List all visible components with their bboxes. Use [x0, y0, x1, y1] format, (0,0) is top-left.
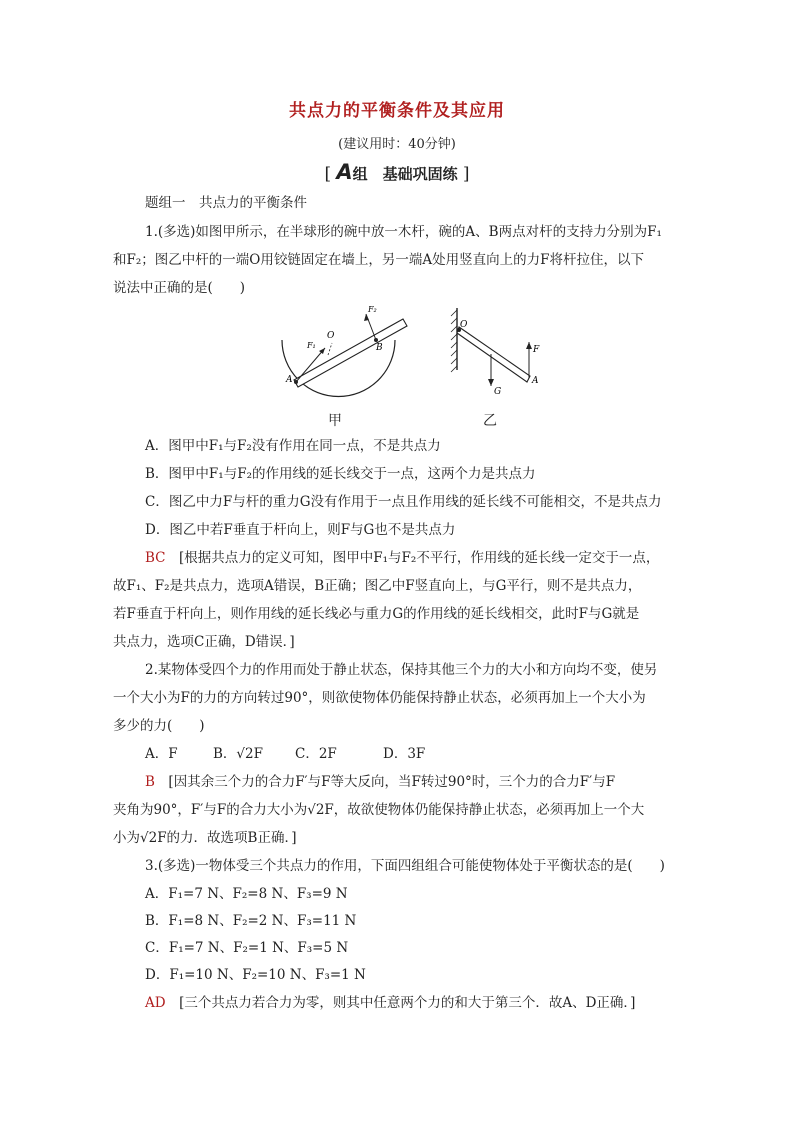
q2-stem-line-3: 多少的力( ): [113, 718, 205, 734]
q3-option-c: C．F₁=7 N、F₂=1 N、F₃=5 N: [145, 940, 349, 956]
arrow-f2-head: [364, 314, 369, 321]
arrow-g-head: [488, 379, 494, 386]
q1-option-b: B．图甲中F₁与F₂的作用线的延长线交于一点，这两个力是共点力: [145, 466, 536, 482]
page-title: 共点力的平衡条件及其应用: [289, 101, 505, 121]
q1-option-a: A．图甲中F₁与F₂没有作用在同一点，不是共点力: [145, 438, 441, 454]
q2-options: [145, 744, 725, 764]
q2-option-d: D．3F: [383, 746, 426, 762]
q1-analysis-line-2: 故F₁、F₂是共点力，选项A错误，B正确；图乙中F竖直向上，与G平行，则不是共点力，: [113, 578, 642, 594]
q3-option-d: D．F₁=10 N、F₂=10 N、F₃=1 N: [145, 967, 366, 983]
q1-stem-line-2: 和F₂；图乙中杆的一端O用铰链固定在墙上，另一端A处用竖直向上的力F将杆拉住，以下: [113, 252, 644, 268]
q3-answer-line: [145, 993, 725, 1013]
rod-jia: [294, 319, 407, 387]
group-heading: [0, 160, 794, 184]
q1-answer-key: BC: [145, 550, 166, 566]
wall-hatching: [451, 310, 457, 372]
q1-analysis-line-4: 共点力，选项C正确，D错误．]: [113, 634, 295, 650]
q1-option-c: C．图乙中力F与杆的重力G没有作用于一点且作用线的延长线不可能相交，不是共点力: [145, 494, 662, 510]
figure-yi: [451, 308, 540, 397]
q1-analysis-line-1: [根据共点力的定义可知，图甲中F₁与F₂不平行，作用线的延长线一定交于一点，: [179, 550, 660, 566]
label-o-jia: O: [327, 331, 335, 341]
figure-jia: [282, 305, 407, 397]
rod-yi: [457, 327, 530, 382]
q2-option-b: B．√2F: [213, 746, 263, 762]
q1-answer-line-1: [145, 548, 725, 568]
q1-option-d: D．图乙中若F垂直于杆向上，则F与G也不是共点力: [145, 522, 456, 538]
caption-yi: 乙: [483, 413, 497, 429]
group-title: 组 基础巩固练: [352, 165, 458, 183]
label-a-yi: A: [532, 376, 539, 386]
q2-stem-line-1: 2.某物体受四个力的作用而处于静止状态，保持其他三个力的大小和方向均不变，使另: [145, 662, 658, 678]
q2-answer-key: B: [145, 774, 155, 790]
q1-analysis-line-3: 若F垂直于杆向上，则作用线的延长线必与重力G的作用线的延长线相交，此时F与G就是: [113, 606, 640, 622]
time-suggestion: (建议用时：40分钟): [338, 137, 456, 152]
label-f2: F₂: [368, 305, 377, 314]
q2-analysis-line-3: 小为√2F的力．故选项B正确．]: [113, 830, 297, 846]
q1-stem-line-3: 说法中正确的是( ): [113, 280, 246, 296]
caption-jia: 甲: [328, 413, 342, 429]
q2-analysis-line-2: 夹角为90°，F′与F的合力大小为√2F，故欲使物体仍能保持静止状态，必须再加上一个大: [113, 802, 645, 818]
label-b: B: [376, 343, 383, 353]
q2-stem-line-2: 一个大小为F的力的方向转过90°，则欲使物体仍能保持静止状态，必须再加上一个大小为: [113, 690, 646, 706]
q3-answer-key: AD: [145, 995, 166, 1011]
group-bracket-open: [: [324, 164, 332, 184]
topic-heading: 题组一 共点力的平衡条件: [145, 195, 307, 211]
q3-option-b: B．F₁=8 N、F₂=2 N、F₃=11 N: [145, 913, 357, 929]
q1-figure: [270, 300, 560, 430]
label-g: G: [494, 387, 502, 397]
q2-answer-line-1: [145, 772, 725, 792]
q1-stem-line-1: 1.(多选)如图甲所示，在半球形的碗中放一木杆，碗的A、B两点对杆的支持力分别为F₁: [145, 224, 662, 240]
label-o-yi: O: [460, 320, 468, 330]
arrow-f-head: [526, 342, 532, 349]
q3-option-a: A．F₁=7 N、F₂=8 N、F₃=9 N: [145, 886, 348, 902]
q2-analysis-line-1: [因其余三个力的合力F′与F等大反向，当F转过90°时，三个力的合力F′与F: [168, 774, 616, 790]
group-letter: A: [336, 160, 353, 184]
q3-analysis: [三个共点力若合力为零，则其中任意两个力的和大于第三个．故A、D正确．]: [179, 995, 636, 1011]
label-f: F: [533, 345, 540, 355]
label-f1: F₁: [307, 341, 316, 350]
q2-option-c: C．2F: [295, 746, 337, 762]
q3-stem: 3.(多选)一物体受三个共点力的作用，下面四组组合可能使物体处于平衡状态的是( ): [145, 858, 665, 874]
group-bracket-close: ]: [462, 164, 470, 184]
q2-option-a: A．F: [145, 746, 178, 762]
arrow-f1-head: [319, 348, 325, 354]
label-a-jia: A: [286, 375, 293, 385]
dashed-line-o: [328, 343, 332, 355]
